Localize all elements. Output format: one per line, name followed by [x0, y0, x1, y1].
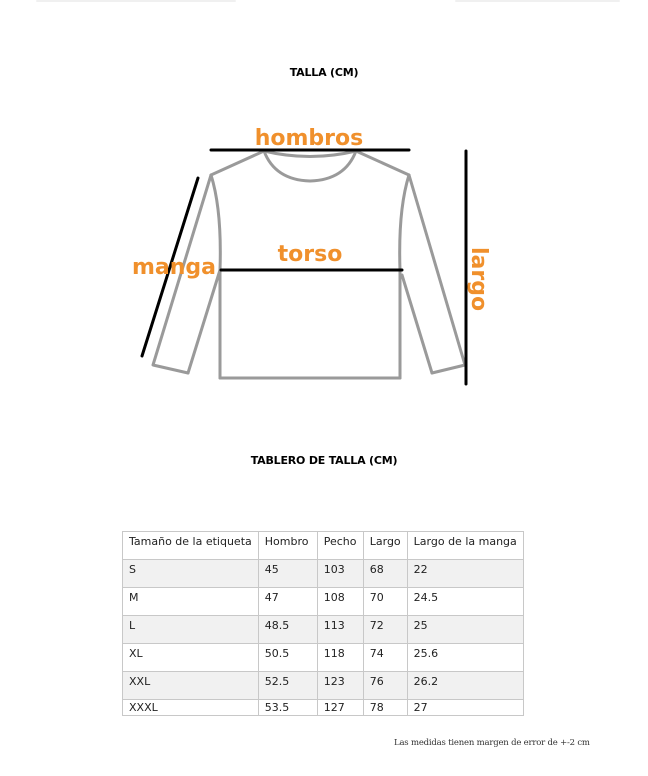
measurement-error-note: Las medidas tienen margen de error de +-2 cm	[394, 738, 590, 748]
cell-chest: 103	[317, 560, 363, 588]
cell-size: L	[123, 616, 259, 644]
cell-shoulder: 47	[258, 588, 317, 616]
label-shoulders: hombros	[254, 126, 364, 151]
cell-length: 72	[363, 616, 407, 644]
header-length: Largo	[363, 532, 407, 560]
cell-chest: 123	[317, 672, 363, 700]
header-label-size: Tamaño de la etiqueta	[123, 532, 259, 560]
table-row	[123, 588, 524, 616]
label-length: largo	[466, 246, 491, 312]
cell-length: 78	[363, 700, 407, 716]
cell-shoulder: 48.5	[258, 616, 317, 644]
table-title: TABLERO DE TALLA (CM)	[250, 454, 398, 467]
table-row	[123, 560, 524, 588]
cell-chest: 127	[317, 700, 363, 716]
cell-length: 76	[363, 672, 407, 700]
cell-length: 70	[363, 588, 407, 616]
cell-chest: 118	[317, 644, 363, 672]
cell-length: 68	[363, 560, 407, 588]
cell-shoulder: 52.5	[258, 672, 317, 700]
cell-sleeve: 27	[407, 700, 523, 716]
cell-shoulder: 53.5	[258, 700, 317, 716]
cell-chest: 108	[317, 588, 363, 616]
cell-shoulder: 50.5	[258, 644, 317, 672]
cell-shoulder: 45	[258, 560, 317, 588]
cell-size: XXL	[123, 672, 259, 700]
table-row	[123, 672, 524, 700]
label-torso: torso	[277, 242, 343, 267]
garment-measurement-diagram	[130, 110, 510, 400]
top-divider-right	[455, 0, 620, 2]
header-shoulder: Hombro	[258, 532, 317, 560]
cell-sleeve: 25	[407, 616, 523, 644]
table-row	[123, 616, 524, 644]
table-row	[123, 644, 524, 672]
size-table	[122, 531, 524, 716]
cell-size: XL	[123, 644, 259, 672]
cell-sleeve: 26.2	[407, 672, 523, 700]
cell-length: 74	[363, 644, 407, 672]
label-sleeve: manga	[131, 255, 217, 280]
cell-chest: 113	[317, 616, 363, 644]
table-row	[123, 700, 524, 716]
header-chest: Pecho	[317, 532, 363, 560]
header-sleeve-length: Largo de la manga	[407, 532, 523, 560]
cell-sleeve: 22	[407, 560, 523, 588]
top-divider-left	[36, 0, 236, 2]
table-header-row	[123, 532, 524, 560]
cell-size: M	[123, 588, 259, 616]
cell-size: S	[123, 560, 259, 588]
diagram-title: TALLA (CM)	[289, 66, 359, 79]
cell-sleeve: 25.6	[407, 644, 523, 672]
cell-size: XXXL	[123, 700, 259, 716]
cell-sleeve: 24.5	[407, 588, 523, 616]
